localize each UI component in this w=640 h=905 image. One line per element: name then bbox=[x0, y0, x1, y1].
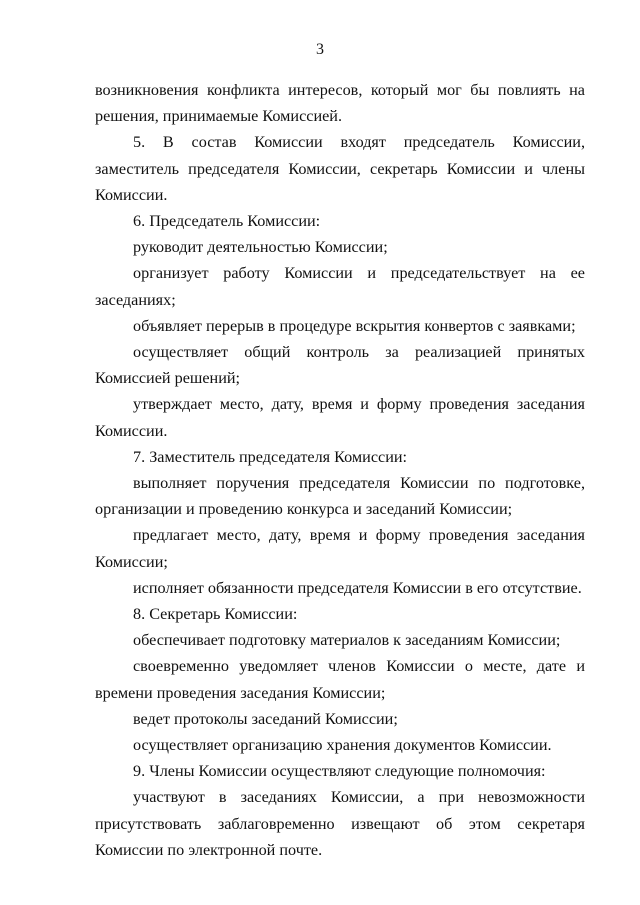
paragraph-secretary-duty-4: осуществляет организацию хранения документов Комиссии. bbox=[133, 736, 552, 755]
paragraph-secretary-duty-2: своевременно уведомляет членов Комиссии о месте, дате и времени проведения заседания Комиссии; bbox=[95, 657, 585, 702]
paragraph-secretary-duty-1: обеспечивает подготовку материалов к заседаниям Комиссии; bbox=[133, 631, 561, 650]
paragraph-chair-duty-4: осуществляет общий контроль за реализацией принятых Комиссией решений; bbox=[95, 343, 585, 388]
paragraph-chair-duty-1: руководит деятельностью Комиссии; bbox=[133, 238, 388, 257]
paragraph-deputy-duty-1: выполняет поручения председателя Комиссии по подготовке, организации и проведению конкурса и заседаний Комиссии; bbox=[95, 474, 585, 519]
paragraph-item-9-heading: 9. Члены Комиссии осуществляют следующие полномочия: bbox=[133, 762, 546, 781]
paragraph-item-5: 5. В состав Комиссии входят председатель Комиссии, заместитель председателя Комиссии, секретарь Комиссии и члены Комиссии. bbox=[95, 133, 585, 204]
paragraph-deputy-duty-2: предлагает место, дату, время и форму проведения заседания Комиссии; bbox=[95, 526, 585, 571]
paragraph-secretary-duty-3: ведет протоколы заседаний Комиссии; bbox=[133, 709, 398, 728]
paragraph-continuation: возникновения конфликта интересов, который мог бы повлиять на решения, принимаемые Комиссией. bbox=[95, 81, 585, 126]
paragraph-item-7-heading: 7. Заместитель председателя Комиссии: bbox=[133, 447, 408, 466]
paragraph-deputy-duty-3: исполняет обязанности председателя Комиссии в его отсутствие. bbox=[133, 578, 582, 597]
document-body bbox=[95, 77, 585, 863]
paragraph-member-duty-1: участвуют в заседаниях Комиссии, а при невозможности присутствовать заблаговременно извещают об этом секретаря Комиссии по электронной почте. bbox=[95, 788, 585, 859]
paragraph-chair-duty-5: утверждает место, дату, время и форму проведения заседания Комиссии. bbox=[95, 395, 585, 440]
paragraph-chair-duty-2: организует работу Комиссии и председательствует на ее заседаниях; bbox=[95, 264, 585, 309]
paragraph-item-6-heading: 6. Председатель Комиссии: bbox=[133, 212, 321, 231]
paragraph-item-8-heading: 8. Секретарь Комиссии: bbox=[133, 605, 298, 624]
paragraph-chair-duty-3: объявляет перерыв в процедуре вскрытия конвертов с заявками; bbox=[133, 316, 576, 335]
page-number: 3 bbox=[316, 41, 324, 58]
